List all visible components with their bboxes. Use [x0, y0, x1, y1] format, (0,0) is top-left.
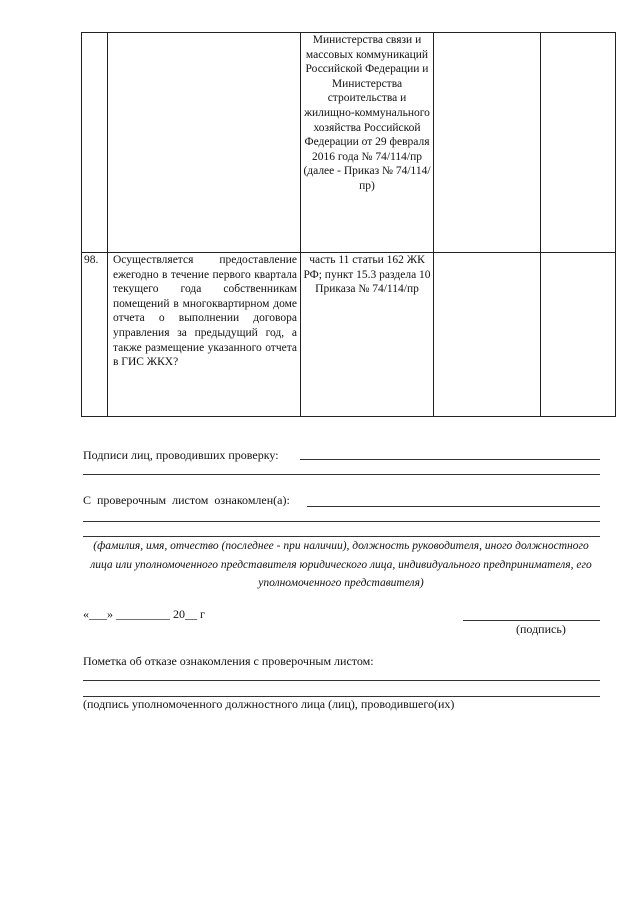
reference-cell: Министерства связи и массовых коммуникаций Российской Федерации и Министерства строительства и жилищно-коммунального хозяйства Российской Федерации от 29 февраля 2016 года № 74/114/пр (далее - Приказ № 74/114/пр): [301, 33, 434, 253]
table-row: [82, 253, 616, 417]
acquainted-line[interactable]: [307, 506, 600, 507]
row-number-cell: 98.: [82, 253, 108, 417]
row-number-cell: [82, 33, 108, 253]
inspectors-label: Подписи лиц, проводивших проверку:: [83, 448, 279, 462]
inspectors-signature-line[interactable]: [300, 459, 600, 460]
inspectors-signature-line-2[interactable]: [83, 474, 600, 475]
reference-cell: часть 11 статьи 162 ЖК РФ; пункт 15.3 раздела 10 Приказа № 74/114/пр: [301, 253, 434, 417]
requirement-cell: [108, 33, 301, 253]
table-row: [82, 33, 616, 253]
signature-caption: (подпись): [516, 622, 566, 636]
acquainted-note: (фамилия, имя, отчество (последнее - при наличии), должность руководителя, иного должностного лица или уполномоченного представителя юридического лица, индивидуального предпринимателя, его уполномоченного представителя): [90, 540, 592, 589]
checklist-table: [81, 32, 616, 417]
answer-cell: [434, 253, 541, 417]
requirement-cell: Осуществляется предоставление ежегодно в течение первого квартала текущего года собственникам помещений в многоквартирном доме отчета о выполнении договора управления за предыдущий год, а также размещение указанного отчета в ГИС ЖКХ?: [108, 253, 301, 417]
acquainted-label: С проверочным листом ознакомлен(а):: [83, 493, 290, 507]
date-field[interactable]: «___» _________ 20__ г: [83, 607, 205, 621]
comment-cell: [541, 33, 616, 253]
refusal-label: Пометка об отказе ознакомления с проверочным листом:: [83, 654, 374, 668]
signature-line[interactable]: [463, 620, 600, 621]
comment-cell: [541, 253, 616, 417]
official-caption: (подпись уполномоченного должностного лица (лиц), проводившего(их): [83, 697, 455, 711]
answer-cell: [434, 33, 541, 253]
refusal-line[interactable]: [83, 680, 600, 681]
acquainted-line-2[interactable]: [83, 521, 600, 522]
